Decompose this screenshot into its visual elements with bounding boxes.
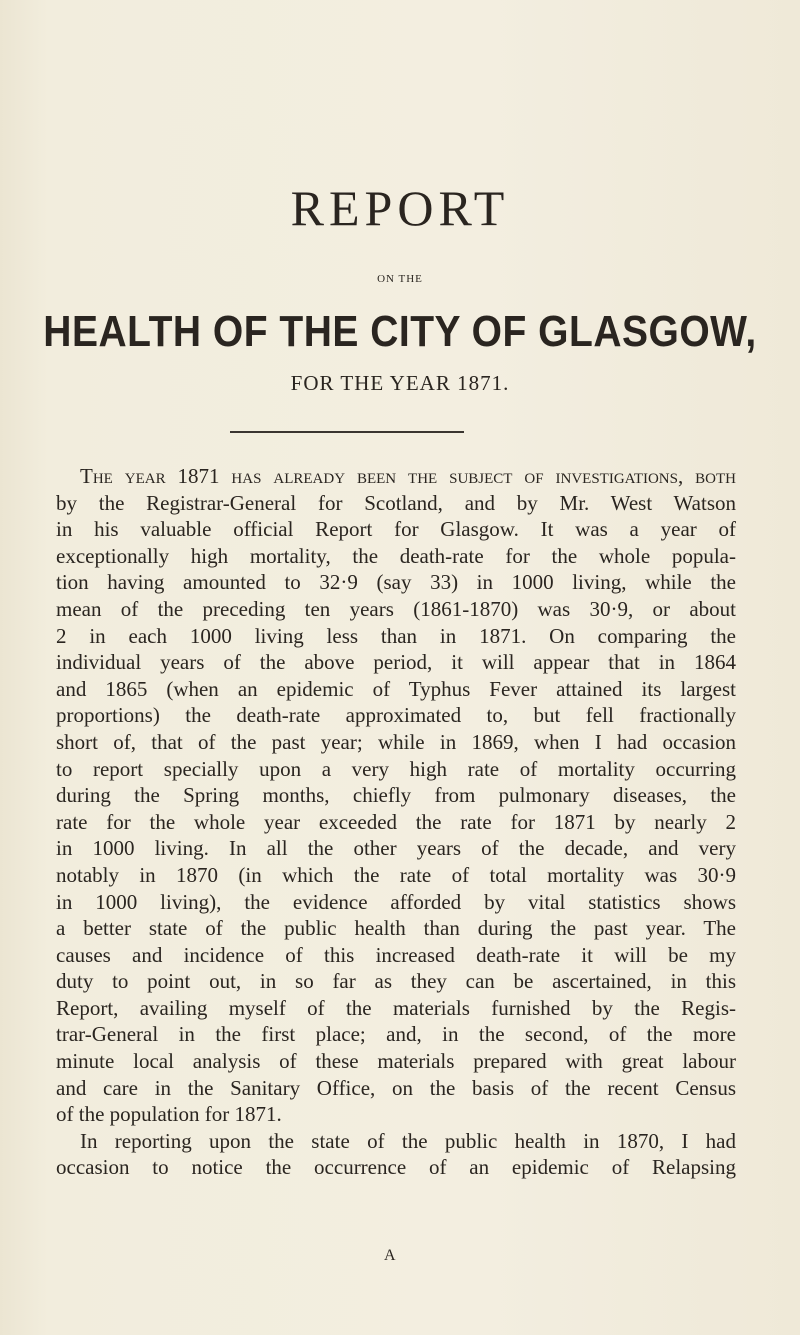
report-year-line: FOR THE YEAR 1871. xyxy=(290,371,510,395)
text-line: during the Spring months, chiefly from pulmonary diseases, the xyxy=(56,783,736,808)
text-line: occasion to notice the occurrence of an epidemic of Relapsing xyxy=(56,1155,736,1180)
body-text xyxy=(56,463,736,1181)
text-line: a better state of the public health than during the past year. The xyxy=(56,916,736,941)
text-line: 2 in each 1000 living less than in 1871. On comparing the xyxy=(56,623,736,648)
text-line xyxy=(56,463,736,490)
text-line: rate for the whole year exceeded the rate for 1871 by nearly 2 xyxy=(56,809,736,834)
text-line: to report specially upon a very high rate of mortality occurring xyxy=(56,756,736,781)
text-line: tion having amounted to 32·9 (say 33) in 1000 living, while the xyxy=(56,570,736,595)
text-line: in 1000 living. In all the other years of the decade, and very xyxy=(56,836,736,861)
report-title: REPORT xyxy=(290,180,510,236)
text-line: and 1865 (when an epidemic of Typhus Fever attained its largest xyxy=(56,676,736,701)
text-line: trar-General in the first place; and, in the second, of the more xyxy=(56,1022,736,1047)
text-line-content: The year 1871 has already been the subject of investigations, both xyxy=(80,464,736,488)
text-line: in 1000 living), the evidence afforded by vital statistics shows xyxy=(56,889,736,914)
text-line: exceptionally high mortality, the death-rate for the whole popula- xyxy=(56,543,736,568)
signature-mark: A xyxy=(384,1247,396,1264)
text-line: mean of the preceding ten years (1861-1870) was 30·9, or about xyxy=(56,596,736,621)
text-line: short of, that of the past year; while in 1869, when I had occasion xyxy=(56,729,736,754)
text-line: proportions) the death-rate approximated to, but fell fractionally xyxy=(56,703,736,728)
divider-rule xyxy=(230,431,464,433)
report-heading: HEALTH OF THE CITY OF GLASGOW, xyxy=(43,307,757,356)
text-line: and care in the Sanitary Office, on the basis of the recent Census xyxy=(56,1075,736,1100)
on-the-caption: ON THE xyxy=(377,273,423,285)
text-line: Report, availing myself of the materials furnished by the Regis- xyxy=(56,995,736,1020)
text-line: duty to point out, in so far as they can be ascertained, in this xyxy=(56,969,736,994)
text-line: in his valuable official Report for Glasgow. It was a year of xyxy=(56,517,736,542)
text-line: minute local analysis of these materials prepared with great labour xyxy=(56,1049,736,1074)
text-line: individual years of the above period, it will appear that in 1864 xyxy=(56,650,736,675)
text-line: of the population for 1871. xyxy=(56,1102,282,1127)
text-line: by the Registrar-General for Scotland, and by Mr. West Watson xyxy=(56,490,736,515)
text-line: notably in 1870 (in which the rate of total mortality was 30·9 xyxy=(56,862,736,887)
text-line: causes and incidence of this increased death-rate it will be my xyxy=(56,942,736,967)
text-line: In reporting upon the state of the public health in 1870, I had xyxy=(80,1128,736,1153)
